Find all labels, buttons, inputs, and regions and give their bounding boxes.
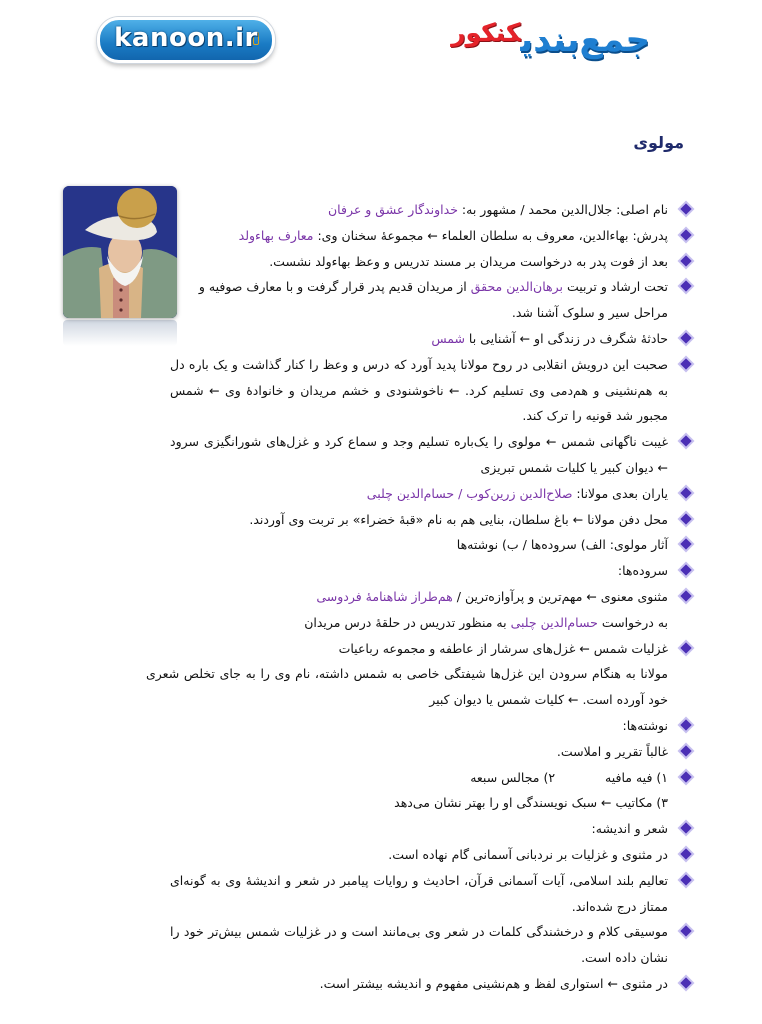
diamond-bullet-icon [680,539,691,550]
item-text: بعد از فوت پدر به درخواست مریدان بر مسند تدریس و وعظ بهاءولد نشست. [269,253,668,269]
highlighted-text: خداوندگار عشق و عرفان [327,202,458,217]
item-text: نوشته‌ها: [622,717,668,733]
item-text: مثنوی معنوی ← مهم‌ترین و پرآوازه‌ترین / [452,588,668,604]
portrait-frame [63,186,177,318]
diamond-bullet-icon [680,848,691,859]
item-text: مولانا به هنگام سرودن این غزل‌ها شیفتگی خاصی به شمس داشته، نام وی را به جای تخلص شعری خود آورده است. ← کلیات شمس یا دیوان کبیر [146,666,668,708]
kanoon-logo-text: kanoon.ir [114,23,258,53]
diamond-bullet-icon [680,255,691,266]
item-text: سروده‌ها: [617,563,668,579]
item-text: صحبت این درویش انقلابی در روح مولانا پدید آورد که درس و وعظ را کنار گذاشت و یک باره دل به هم‌نشینی و هم‌دمی وی تسلیم کرد. ← ناخوشنودی و خشم مریدان و خانوادهٔ وی ← شمس مجبور شد قونیه را ترک کند. [170,356,668,424]
item-text: شعر و اندیشه: [591,821,668,837]
bullet-item [170,223,690,249]
diamond-bullet-icon [680,745,691,756]
item-text: ۳) مکاتیب ← سبک نویسندگی او را بهتر نشان می‌دهد [394,795,668,811]
diamond-bullet-icon [680,874,691,885]
item-text: در مثنوی ← استواری لفظ و هم‌نشینی مفهوم و اندیشه بیشتر است. [319,975,668,991]
bullet-item [170,919,690,971]
item-text: غالباً تقریر و املاست. [556,743,668,759]
item-text-second: ۲) مجالس سبعه [470,769,556,785]
item-text: غیبت ناگهانی شمس ← مولوی را یک‌باره تسلیم وجد و سماع کرد و غزل‌های شورانگیزی سرود ← دیوان کبیر یا کلیات شمس تبریزی [170,434,668,475]
portrait-image [63,186,177,346]
item-text-continued: به منظور تدریس در حلقهٔ درس مریدان [304,614,511,630]
jambandi-konkur-logo [451,18,650,60]
highlighted-text: شمس [431,330,465,346]
highlighted-text: صلاح‌الدین زرین‌کوب / حسام‌الدین چلبی [366,485,573,501]
bullet-item [170,584,690,610]
bullet-item [170,429,690,481]
diamond-bullet-icon [680,229,691,240]
bullet-item [170,842,690,868]
bullet-item [170,249,690,275]
bullet-item [170,739,690,765]
diamond-bullet-icon [680,642,691,653]
page-title: مولوی [633,133,684,152]
item-text: به درخواست [597,614,668,630]
item-text: موسیقی کلام و درخشندگی کلمات در شعر وی بی‌مانند است و در غزلیات شمس بیش‌تر خود را نشان داده است. [170,924,668,966]
diamond-bullet-icon [680,436,691,447]
diamond-bullet-icon [680,513,691,524]
bullet-item [170,507,690,533]
continuation-line [170,790,690,816]
brand-logo-blue-text: جمع‌بندی [520,20,650,60]
item-text: پدرش: بهاءالدین، معروف به سلطان العلماء ← مجموعهٔ سخنان وی: [313,227,668,243]
page-header [0,0,762,80]
item-text: یاران بعدی مولانا: [572,485,668,501]
bullet-item [170,558,690,584]
bullet-item [170,868,690,920]
bullet-item [170,971,690,997]
item-text: تعالیم بلند اسلامی، آیات آسمانی قرآن، احادیث و روایات پیامبر در شعر و اندیشهٔ وی به گونه‌ای ممتاز درج شده‌اند. [170,872,668,914]
diamond-bullet-icon [680,822,691,833]
bullet-item [170,713,690,739]
bullet-item [170,352,690,429]
continuation-line [170,610,690,636]
item-text: غزلیات شمس ← غزل‌های سرشار از عاطفه و مجموعه رباعیات [338,640,668,656]
bullet-item [170,481,690,507]
item-text: ۱) فیه مافیه [605,769,668,785]
brand-logo-red-text: کنکور [451,18,521,47]
item-text-continued: از مریدان قدیم پدر قرار گرفت و با معارف صوفیه و مراحل سیر و سلوک آشنا شد. [198,279,668,321]
item-text: نام اصلی: جلال‌الدین محمد / مشهور به: [457,202,668,217]
highlighted-text: حسام‌الدین چلبی [510,614,598,630]
diamond-bullet-icon [680,590,691,601]
diamond-bullet-icon [680,771,691,782]
biography-content [146,197,690,997]
item-text: تحت ارشاد و تربیت [562,279,668,295]
diamond-bullet-icon [680,926,691,937]
bullet-item [170,274,690,326]
diamond-bullet-icon [680,332,691,343]
item-text: محل دفن مولانا ← باغ سلطان، بنایی هم به نام «قبهٔ خضراء» بر تربت وی آوردند. [249,511,668,527]
item-text: آثار مولوی: الف) سروده‌ها / ب) نوشته‌ها [456,537,668,553]
diamond-bullet-icon [680,564,691,575]
diamond-bullet-icon [680,358,691,369]
bullet-item [170,765,690,791]
item-text: حادثهٔ شگرف در زندگی او ← آشنایی با [464,330,668,346]
bullet-item [170,636,690,662]
bullet-item [170,532,690,558]
bullet-item [170,816,690,842]
bullet-item [170,197,690,223]
highlighted-text: معارف بهاءولد [238,227,314,243]
diamond-bullet-icon [680,977,691,988]
item-text: در مثنوی و غزلیات بر نردبانی آسمانی گام نهاده است. [388,846,668,862]
portrait-reflection [63,320,177,346]
highlighted-text: برهان‌الدین محقق [470,279,563,295]
diamond-bullet-icon [680,281,691,292]
diamond-bullet-icon [680,203,691,214]
highlighted-text: هم‌طراز شاهنامهٔ فردوسی [316,588,453,604]
rumi-portrait-icon [63,186,177,318]
kanoon-logo[interactable] [97,17,275,63]
diamond-bullet-icon [680,487,691,498]
continuation-line [146,661,690,713]
bullet-item [170,326,690,352]
diamond-bullet-icon [680,719,691,730]
